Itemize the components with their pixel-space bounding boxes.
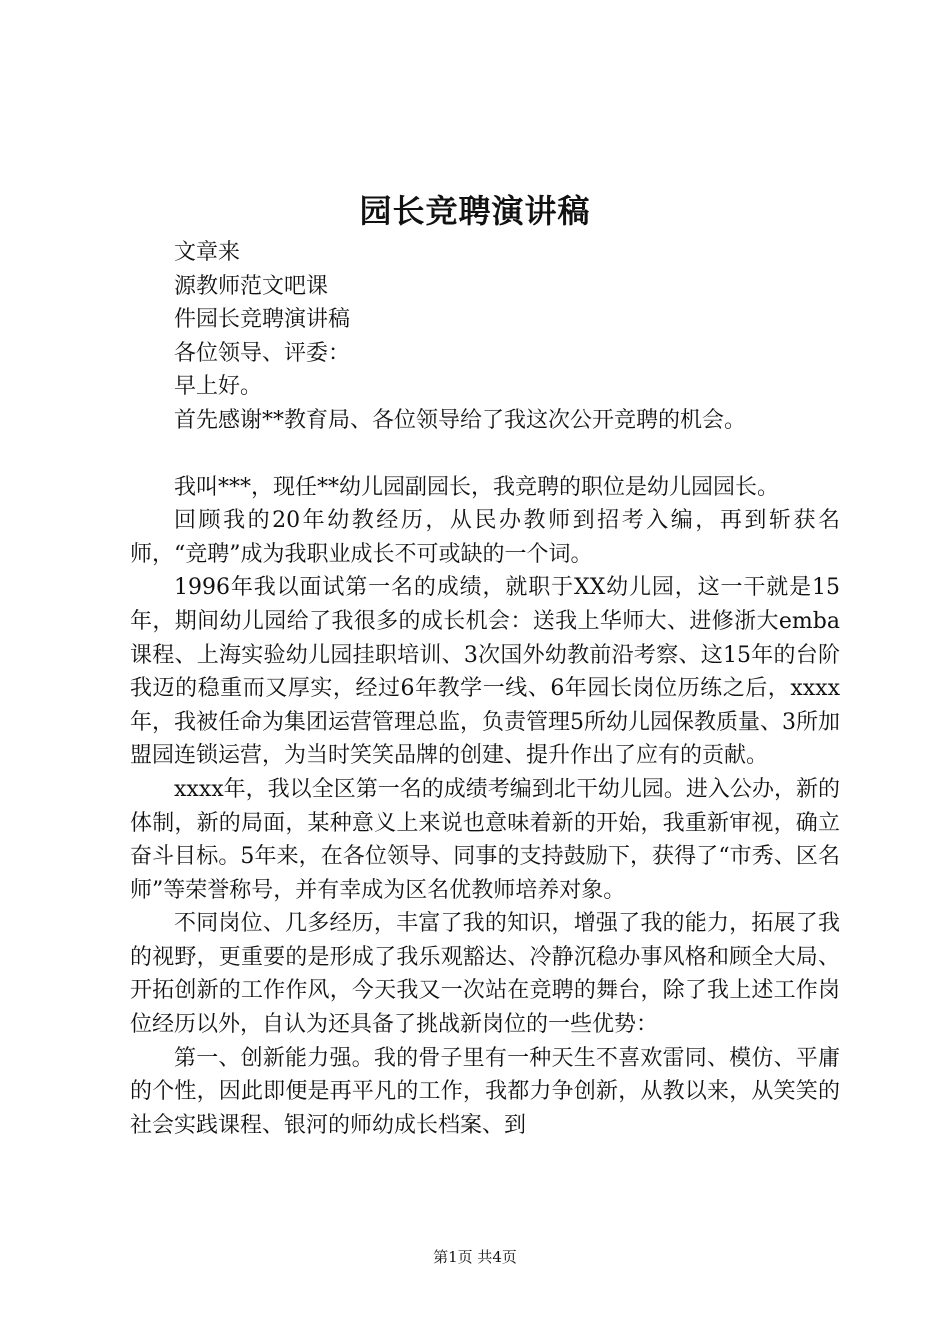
paragraph: 件园长竞聘演讲稿 [174,307,351,333]
paragraph: 1996年我以面试第一名的成绩，就职于XX幼儿园，这一干就是15年，期间幼儿园给了我很多的成长机会：送我上华师大、进修浙大emba课程、上海实验幼儿园挂职培训、3次国外幼教前沿考察、这15年的台阶我迈的稳重而又厚实，经过6年教学一线、6年园长岗位历练之后，xxxx年，我被任命为集团运营管理总监，负责管理5所幼儿园保教质量、3所加盟园连锁运营，为当时笑笑品牌的创建、提升作出了应有的贡献。 [130,575,840,769]
paragraph: 不同岗位、几多经历，丰富了我的知识，增强了我的能力，拓展了我的视野，更重要的是形成了我乐观豁达、冷静沉稳办事风格和顾全大局、开拓创新的工作作风，今天我又一次站在竞聘的舞台，除了我上述工作岗位经历以外，自认为还具备了挑战新岗位的一些优势： [130,911,840,1038]
paragraph: 各位领导、评委： [174,340,351,366]
paragraph: xxxx年，我以全区第一名的成绩考编到北干幼儿园。进入公办，新的体制，新的局面，某种意义上来说也意味着新的开始，我重新审视，确立奋斗目标。5年来，在各位领导、同事的支持鼓励下，获得了“市秀、区名师”等荣誉称号，并有幸成为区名优教师培养对象。 [130,776,840,903]
document-body [130,236,840,1142]
paragraph: 早上好。 [174,374,263,400]
paragraph: 源教师范文吧课 [174,273,329,299]
paragraph: 首先感谢**教育局、各位领导给了我这次公开竞聘的机会。 [174,407,747,433]
paragraph: 我叫***，现任**幼儿园副园长，我竞聘的职位是幼儿园园长。 [174,474,780,500]
document-title: 园长竞聘演讲稿 [359,192,591,230]
page-footer: 第1页 共4页 [433,1248,517,1266]
paragraph: 回顾我的20年幼教经历，从民办教师到招考入编，再到斩获名师，“竞聘”成为我职业成长不可或缺的一个词。 [130,508,840,567]
paragraph: 第一、创新能力强。我的骨子里有一种天生不喜欢雷同、模仿、平庸的个性，因此即便是再平凡的工作，我都力争创新，从教以来，从笑笑的社会实践课程、银河的师幼成长档案、到 [130,1045,840,1138]
paragraph: 文章来 [174,240,241,265]
